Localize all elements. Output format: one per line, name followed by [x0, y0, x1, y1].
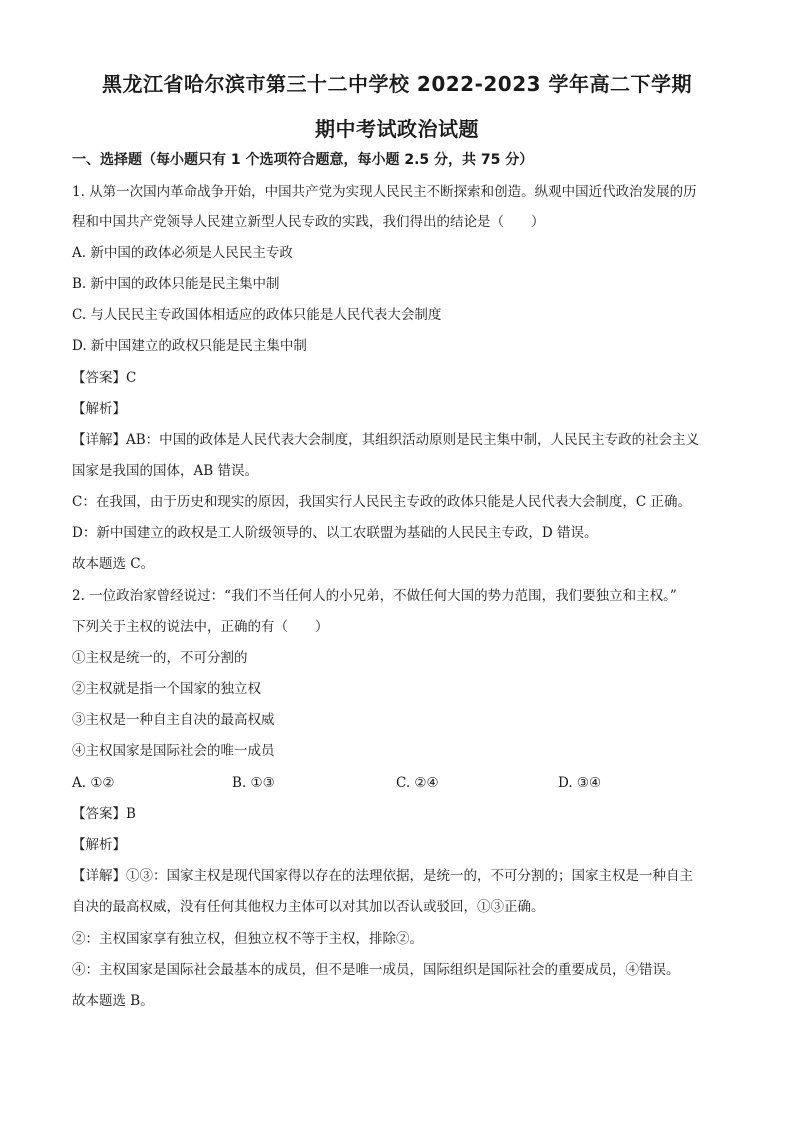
q2-item-1: ①主权是统一的，不可分割的	[72, 650, 248, 666]
q2-conclusion: 故本题选 B。	[72, 993, 154, 1009]
q1-stem-line2: 程和中国共产党领导人民建立新型人民专政的实践，我们得出的结论是（ ）	[72, 214, 545, 230]
q1-detail-line3: C：在我国，由于历史和现实的原因，我国实行人民民主专政的政体只能是人民代表大会制度，C 正确。	[72, 494, 691, 510]
q2-detail-line4: ④：主权国家是国际社会最基本的成员，但不是唯一成员，国际组织是国际社会的重要成员，④错误。	[72, 962, 680, 978]
q1-option-d: D. 新中国建立的政权只能是民主集中制	[72, 338, 307, 354]
q1-detail-line4: D：新中国建立的政权是工人阶级领导的、以工农联盟为基础的人民民主专政，D 错误。	[72, 525, 598, 541]
q1-answer: 【答案】C	[72, 370, 137, 386]
section-heading: 一、选择题（每小题只有 1 个选项符合题意，每小题 2.5 分，共 75 分）	[72, 152, 534, 168]
page-subtitle: 期中考试政治试题	[315, 117, 479, 141]
q2-detail-line1: 【详解】①③：国家主权是现代国家得以存在的法理依据，是统一的，不可分割的；国家主权是一种自主	[72, 868, 693, 884]
q2-option-a: A. ①②	[72, 775, 115, 791]
q1-detail-line1: 【详解】AB：中国的政体是人民代表大会制度，其组织活动原则是民主集中制，人民民主专政的社会主义	[72, 432, 700, 448]
q2-option-b: B. ①③	[232, 775, 275, 791]
q2-item-4: ④主权国家是国际社会的唯一成员	[72, 743, 275, 759]
q1-conclusion: 故本题选 C。	[72, 556, 155, 572]
q2-detail-line3: ②：主权国家享有独立权，但独立权不等于主权，排除②。	[72, 931, 423, 947]
q2-answer: 【答案】B	[72, 806, 136, 822]
q1-option-c: C. 与人民民主专政国体相适应的政体只能是人民代表大会制度	[72, 307, 442, 323]
q1-detail-line2: 国家是我国的国体，AB 错误。	[72, 463, 258, 479]
q2-stem-line1: 2. 一位政治家曾经说过：“我们不当任何人的小兄弟，不做任何大国的势力范围，我们要独立和主权。”	[72, 588, 677, 604]
q2-option-d: D. ③④	[558, 775, 602, 791]
q2-option-c: C. ②④	[396, 775, 439, 791]
q1-option-b: B. 新中国的政体只能是民主集中制	[72, 276, 280, 292]
q2-stem-line2: 下列关于主权的说法中，正确的有（ ）	[72, 619, 329, 635]
q2-item-2: ②主权就是指一个国家的独立权	[72, 681, 261, 697]
q1-option-a: A. 新中国的政体必须是人民民主专政	[72, 245, 293, 261]
q2-analysis-label: 【解析】	[72, 837, 126, 853]
q2-detail-line2: 自决的最高权威，没有任何其他权力主体可以对其加以否认或驳回，①③正确。	[72, 899, 545, 915]
page-title: 黑龙江省哈尔滨市第三十二中学校 2022-2023 学年高二下学期	[101, 72, 693, 96]
q2-item-3: ③主权是一种自主自决的最高权威	[72, 712, 275, 728]
q1-stem-line1: 1. 从第一次国内革命战争开始，中国共产党为实现人民民主不断探索和创造。纵观中国近代政治发展的历	[72, 184, 697, 200]
q1-analysis-label: 【解析】	[72, 401, 126, 417]
